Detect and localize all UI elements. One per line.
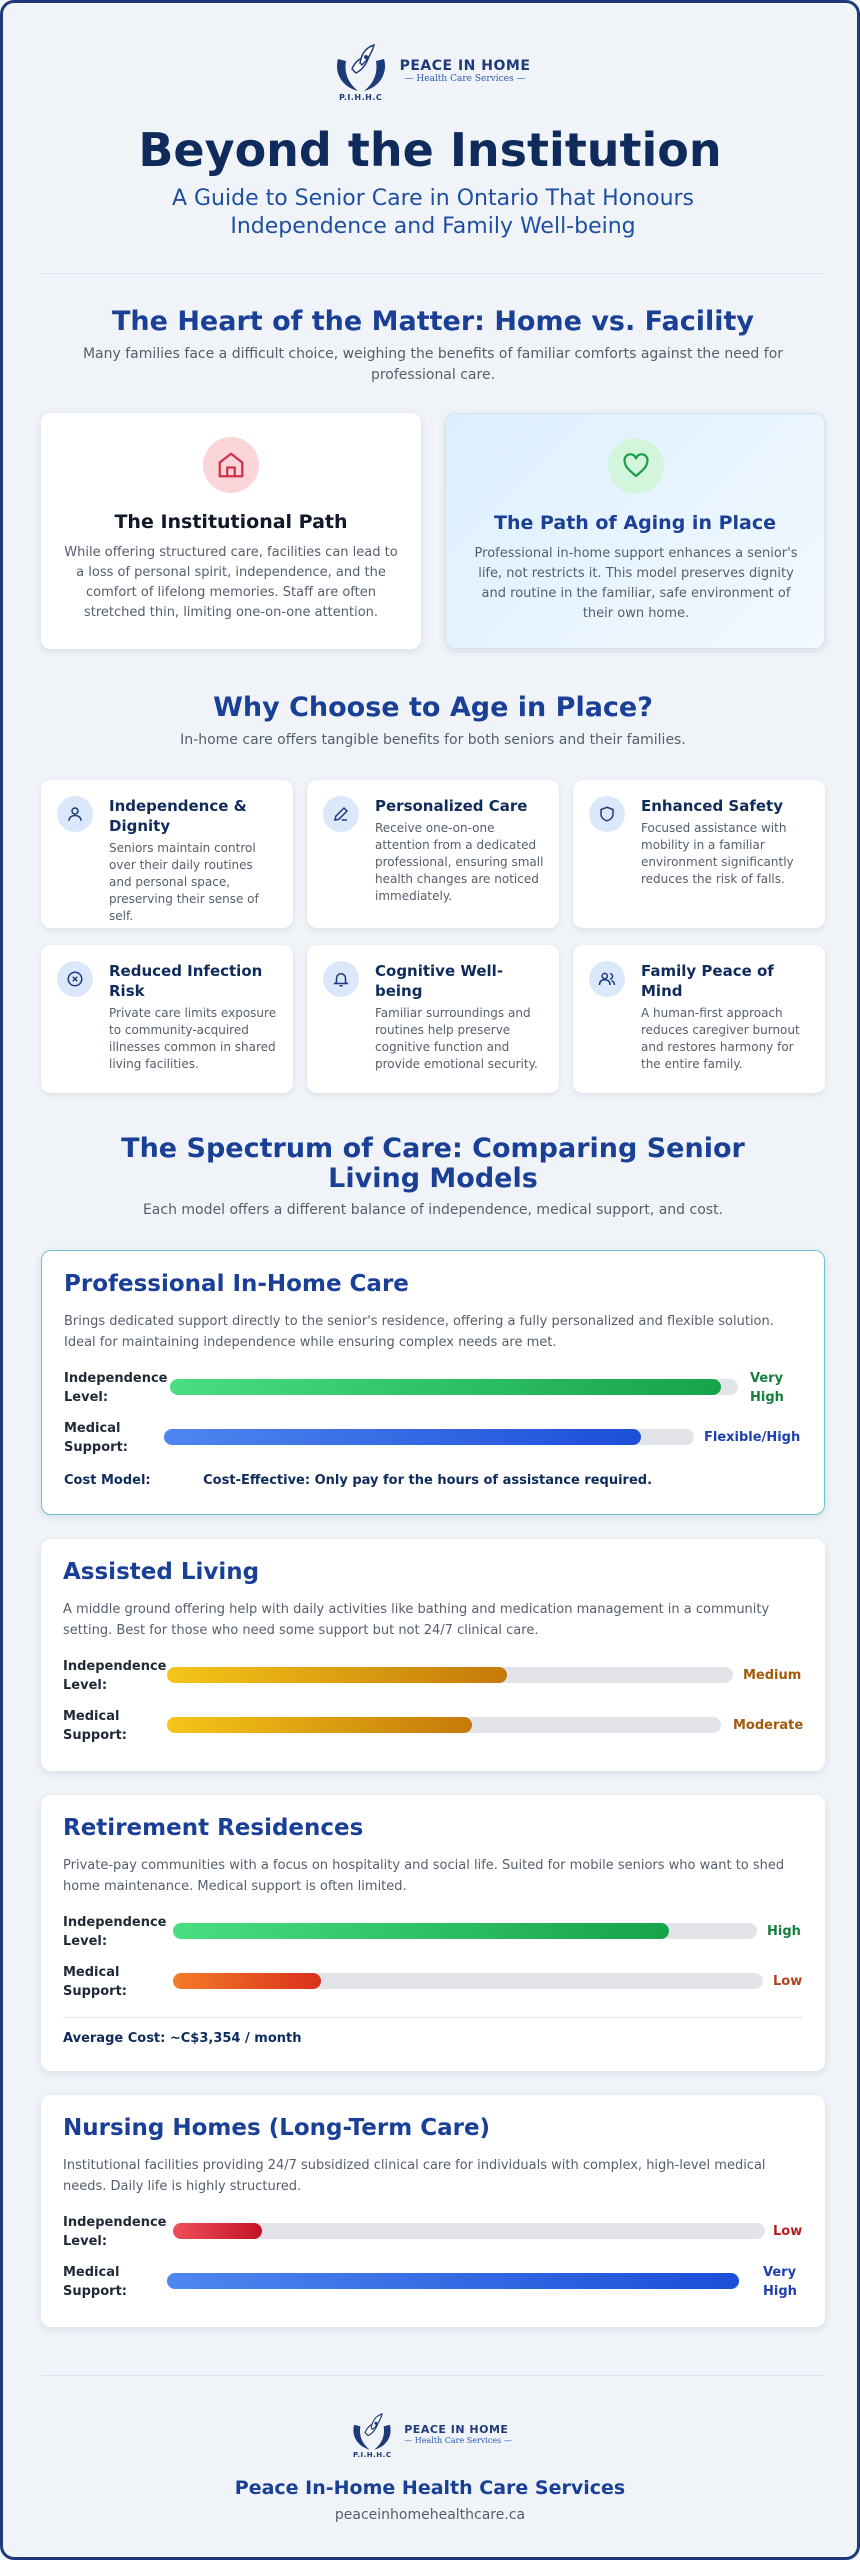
section-subtitle-why: In-home care offers tangible benefits for both seniors and their families. <box>180 732 686 748</box>
model-description: Institutional facilities providing 24/7 subsidized clinical care for individuals with complex, high-level medical needs. Daily life is highly structured. <box>63 2158 766 2194</box>
medical-bar <box>167 2273 739 2289</box>
medical-bar <box>167 1717 721 1733</box>
pencil-icon <box>323 796 359 832</box>
model-card-in-home-care <box>41 1250 825 1515</box>
benefit-title: Reduced Infection Risk <box>109 962 263 1000</box>
independence-label: Independence Level: <box>64 1371 168 1405</box>
independence-value: Very High <box>750 1371 784 1405</box>
benefit-title: Cognitive Well-being <box>375 962 504 1000</box>
benefit-body: A human-first approach reduces caregiver burnout and restores harmony for the entire family. <box>641 1006 800 1071</box>
medical-label: Medical Support: <box>63 2265 127 2299</box>
page-title: Beyond the Institution <box>138 123 722 177</box>
medical-row <box>64 1419 804 1459</box>
brand-name: PEACE IN HOME <box>399 57 531 74</box>
aging-in-place-card <box>445 413 825 649</box>
benefit-body: Focused assistance with mobility in a familiar environment significantly reduces the risk of falls. <box>641 821 794 886</box>
card-body: Professional in-home support enhances a senior's life, not restricts it. This model preserves dignity and routine in the familiar, safe environment of their own home. <box>474 546 798 621</box>
medical-fill <box>173 1973 321 1989</box>
independence-label: Independence Level: <box>63 1915 167 1949</box>
model-title: Nursing Homes (Long-Term Care) <box>63 2115 491 2141</box>
independence-label: Independence Level: <box>63 1659 167 1693</box>
model-card-assisted-living <box>41 1539 825 1771</box>
brand-logo <box>3 39 857 102</box>
benefit-card-family <box>573 945 825 1093</box>
footer-company-name: Peace In-Home Health Care Services <box>234 2477 626 2499</box>
benefit-body: Familiar surroundings and routines help preserve cognitive function and provide emotional security. <box>375 1006 538 1071</box>
divider <box>41 273 825 274</box>
medical-bar <box>164 1429 694 1445</box>
benefit-card-personalized <box>307 780 559 928</box>
benefit-body: Private care limits exposure to community-acquired illnesses common in shared living facilities. <box>109 1006 277 1071</box>
average-cost: Average Cost: ~C$3,354 / month <box>63 2031 302 2046</box>
medical-value: Low <box>773 1974 803 1989</box>
independence-label: Independence Level: <box>63 2215 167 2249</box>
section-title-why: Why Choose to Age in Place? <box>213 692 653 723</box>
divider <box>41 2375 825 2376</box>
brand-name: PEACE IN HOME <box>404 2423 509 2436</box>
independence-row <box>63 2213 803 2253</box>
footer-website-link[interactable]: peaceinhomehealthcare.ca <box>334 2507 526 2523</box>
medical-label: Medical Support: <box>64 1421 128 1455</box>
model-title: Professional In-Home Care <box>64 1271 409 1297</box>
model-description: A middle ground offering help with daily activities like bathing and medication management in a community setting. Best for those who need some support but not 24/7 clinical care. <box>63 1602 770 1638</box>
benefit-card-infection <box>41 945 293 1093</box>
section-title-spectrum: The Spectrum of Care: Comparing Senior Living Models <box>121 1133 745 1194</box>
independence-bar <box>170 1379 738 1395</box>
independence-bar <box>167 1667 733 1683</box>
medical-bar <box>173 1973 763 1989</box>
benefit-title: Enhanced Safety <box>641 797 784 815</box>
independence-row <box>63 1657 803 1697</box>
dove-hands-icon <box>330 39 392 102</box>
cost-model-row <box>64 1473 652 1488</box>
benefit-card-cognitive <box>307 945 559 1093</box>
benefit-title: Family Peace of Mind <box>641 962 774 1000</box>
independence-fill <box>173 1923 669 1939</box>
independence-bar <box>173 1923 757 1939</box>
home-icon <box>203 437 259 493</box>
model-title: Retirement Residences <box>63 1815 364 1841</box>
benefit-body: Receive one-on-one attention from a dedicated professional, ensuring small health changes are noticed immediately. <box>375 821 544 903</box>
dove-hands-icon <box>348 2409 396 2459</box>
model-title: Assisted Living <box>63 1559 260 1585</box>
benefit-title: Personalized Care <box>375 797 528 815</box>
medical-row <box>63 1963 803 2003</box>
independence-row <box>64 1369 804 1409</box>
heart-icon <box>608 438 664 494</box>
medical-fill <box>164 1429 641 1445</box>
medical-value: Moderate <box>733 1718 804 1733</box>
user-icon <box>57 796 93 832</box>
benefit-card-independence <box>41 780 293 928</box>
medical-value: Flexible/High <box>704 1430 801 1445</box>
card-body: While offering structured care, facilities can lead to a loss of personal spirit, independence, and the comfort of lifelong memories. Staff are often stretched thin, limiting one-on-one attention. <box>64 545 398 620</box>
medical-fill <box>167 1717 472 1733</box>
x-circle-icon <box>57 961 93 997</box>
divider <box>63 2017 803 2018</box>
section-subtitle-spectrum: Each model offers a different balance of independence, medical support, and cost. <box>142 1202 724 1218</box>
medical-value: Very High <box>763 2265 797 2299</box>
medical-row <box>63 2263 803 2303</box>
benefit-title: Independence & Dignity <box>109 797 247 835</box>
section-subtitle-heart: Many families face a difficult choice, weighing the benefits of familiar comforts against the need for professional care. <box>82 346 784 383</box>
brand-abbr: P.I.H.H.C <box>338 93 383 102</box>
model-description: Private-pay communities with a focus on hospitality and social life. Suited for mobile seniors who want to shed home maintenance. Medical support is often limited. <box>63 1858 785 1894</box>
model-description: Brings dedicated support directly to the senior's residence, offering a fully personalized and flexible solution. Ideal for maintaining independence while ensuring complex needs are met. <box>64 1314 774 1350</box>
page-subtitle: A Guide to Senior Care in Ontario That Honours Independence and Family Well-being <box>171 186 695 239</box>
card-title: The Path of Aging in Place <box>493 512 776 534</box>
section-title-heart: The Heart of the Matter: Home vs. Facility <box>111 306 755 337</box>
independence-row <box>63 1913 803 1953</box>
medical-row <box>63 1707 803 1747</box>
bell-icon <box>323 961 359 997</box>
benefit-card-safety <box>573 780 825 928</box>
independence-value: Medium <box>743 1668 802 1683</box>
independence-value: High <box>767 1924 801 1939</box>
medical-label: Medical Support: <box>63 1709 127 1743</box>
independence-bar <box>173 2223 765 2239</box>
shield-icon <box>589 796 625 832</box>
users-icon <box>589 961 625 997</box>
footer-logo <box>3 2409 857 2459</box>
medical-fill <box>167 2273 739 2289</box>
brand-abbr: P.I.H.H.C <box>353 2451 392 2459</box>
institutional-path-card <box>41 413 421 649</box>
card-title: The Institutional Path <box>114 511 348 533</box>
medical-label: Medical Support: <box>63 1965 127 1999</box>
cost-label: Cost Model: <box>64 1473 151 1488</box>
independence-fill <box>173 2223 262 2239</box>
brand-tagline: — Health Care Services — <box>404 2436 512 2445</box>
independence-value: Low <box>773 2224 803 2239</box>
model-card-retirement-residences <box>41 1795 825 2071</box>
brand-tagline: — Health Care Services — <box>404 73 526 84</box>
independence-fill <box>170 1379 721 1395</box>
independence-fill <box>167 1667 507 1683</box>
cost-value: Cost-Effective: Only pay for the hours of assistance required. <box>203 1473 653 1488</box>
benefit-body: Seniors maintain control over their daily routines and personal space, preserving their sense of self. <box>109 841 259 923</box>
model-card-nursing-homes <box>41 2095 825 2327</box>
